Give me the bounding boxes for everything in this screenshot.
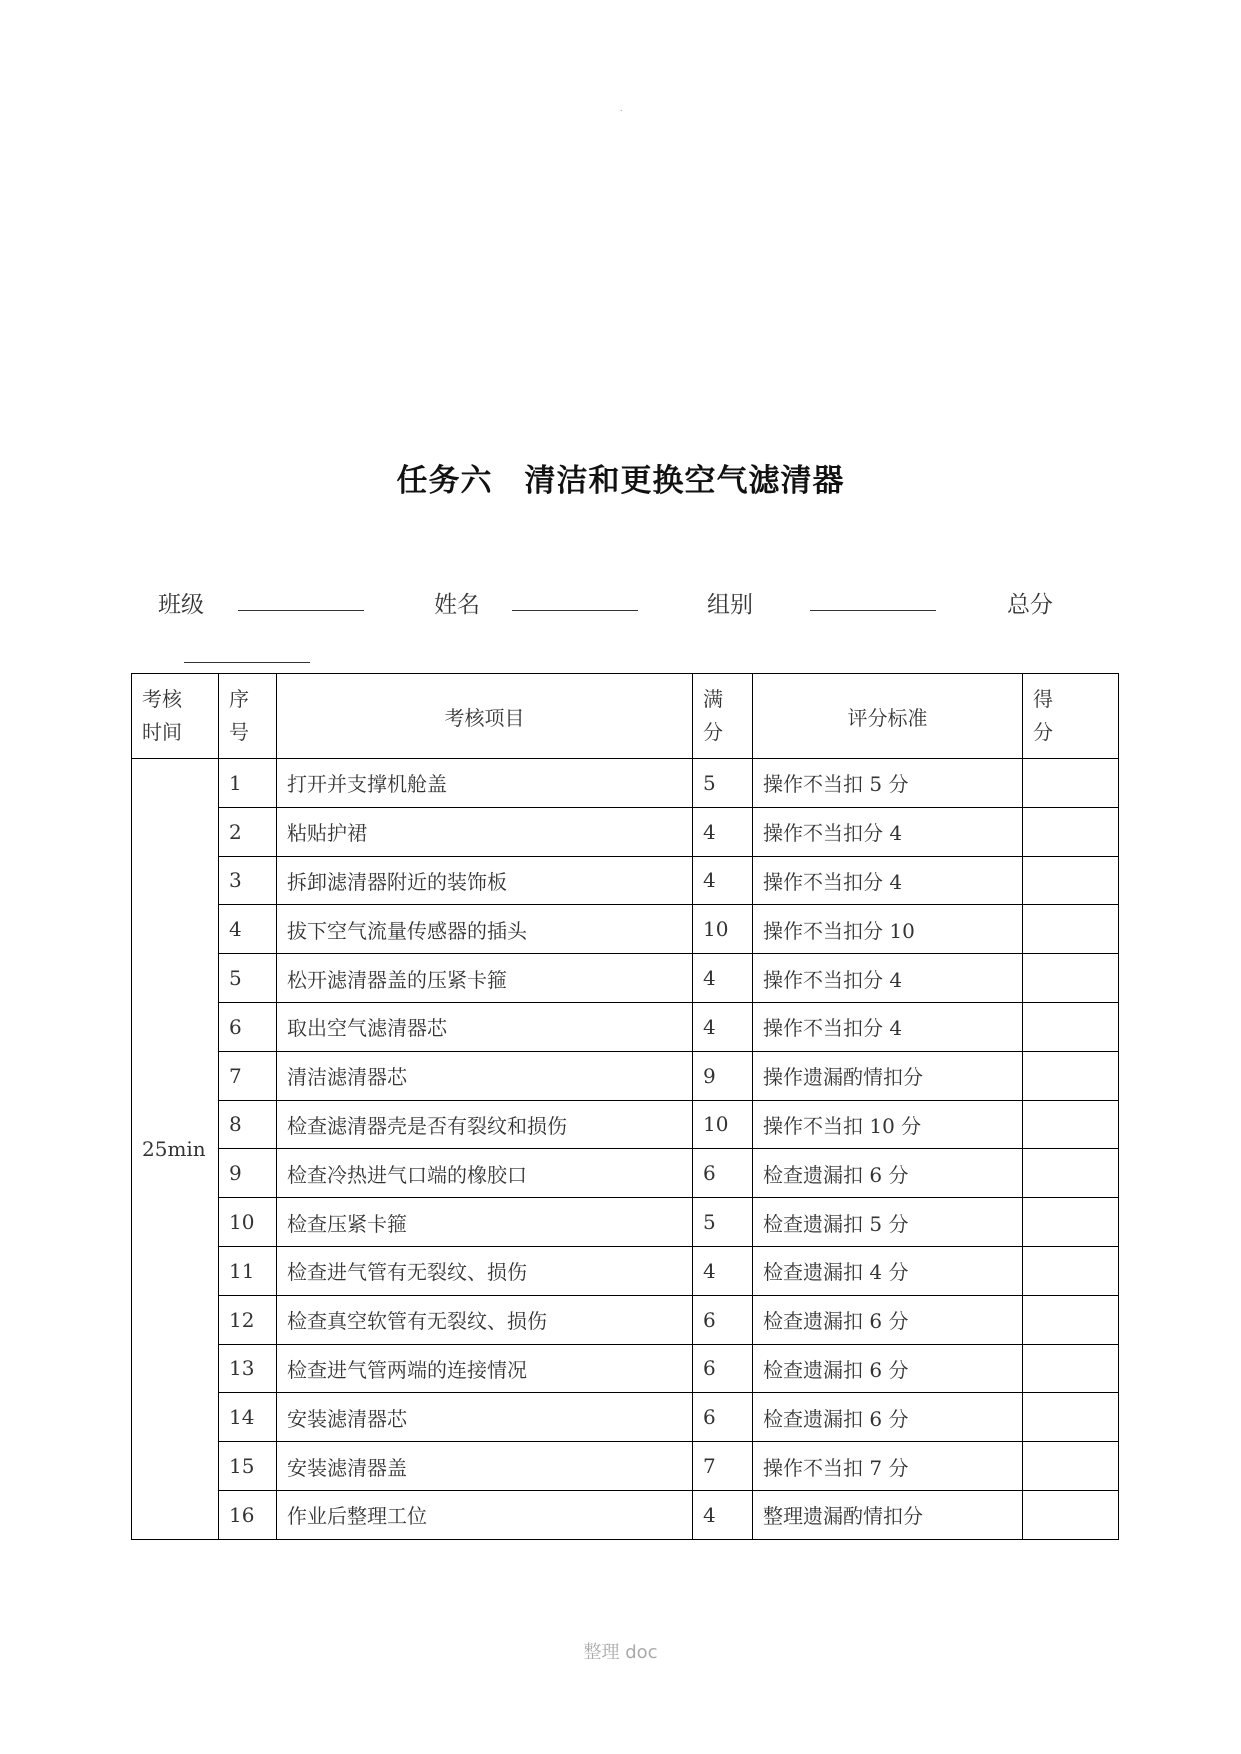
score-input-cell[interactable] xyxy=(1023,1149,1119,1198)
seq-cell: 8 xyxy=(219,1100,277,1149)
seq-cell: 5 xyxy=(219,954,277,1003)
item-cell: 检查进气管有无裂纹、损伤 xyxy=(277,1246,693,1295)
time-cell: 25min xyxy=(132,759,219,1540)
table-row xyxy=(132,1442,1119,1491)
table-row xyxy=(132,1246,1119,1295)
header-item: 考核项目 xyxy=(277,674,693,759)
full-score-cell: 4 xyxy=(693,1490,753,1539)
item-cell: 安装滤清器盖 xyxy=(277,1442,693,1491)
header-criteria: 评分标准 xyxy=(753,674,1023,759)
full-score-cell: 7 xyxy=(693,1442,753,1491)
criteria-cell: 操作不当扣分 4 xyxy=(753,1002,1023,1051)
full-score-cell: 5 xyxy=(693,1198,753,1247)
criteria-cell: 操作不当扣分 4 xyxy=(753,954,1023,1003)
criteria-cell: 操作不当扣 7 分 xyxy=(753,1442,1023,1491)
criteria-cell: 操作不当扣分 4 xyxy=(753,807,1023,856)
full-score-cell: 10 xyxy=(693,905,753,954)
full-score-cell: 6 xyxy=(693,1393,753,1442)
score-input-cell[interactable] xyxy=(1023,1246,1119,1295)
seq-cell: 14 xyxy=(219,1393,277,1442)
header-seq-line1: 序 xyxy=(229,687,249,711)
criteria-cell: 操作不当扣分 10 xyxy=(753,905,1023,954)
table-row xyxy=(132,1051,1119,1100)
score-input-cell[interactable] xyxy=(1023,905,1119,954)
score-input-cell[interactable] xyxy=(1023,1490,1119,1539)
full-score-cell: 4 xyxy=(693,1246,753,1295)
criteria-cell: 检查遗漏扣 6 分 xyxy=(753,1295,1023,1344)
header-time-line1: 考核 xyxy=(142,687,182,711)
item-cell: 安装滤清器芯 xyxy=(277,1393,693,1442)
criteria-cell: 检查遗漏扣 6 分 xyxy=(753,1149,1023,1198)
item-cell: 检查滤清器壳是否有裂纹和损伤 xyxy=(277,1100,693,1149)
criteria-cell: 整理遗漏酌情扣分 xyxy=(753,1490,1023,1539)
score-input-cell[interactable] xyxy=(1023,1344,1119,1393)
item-cell: 粘贴护裙 xyxy=(277,807,693,856)
criteria-cell: 操作不当扣分 4 xyxy=(753,856,1023,905)
criteria-cell: 操作遗漏酌情扣分 xyxy=(753,1051,1023,1100)
criteria-cell: 检查遗漏扣 4 分 xyxy=(753,1246,1023,1295)
header-seq-line2: 号 xyxy=(229,720,249,744)
class-label: 班级 xyxy=(158,592,204,618)
header-seq xyxy=(219,674,277,759)
full-score-cell: 6 xyxy=(693,1149,753,1198)
table-row xyxy=(132,807,1119,856)
full-score-cell: 4 xyxy=(693,954,753,1003)
full-score-cell: 5 xyxy=(693,759,753,808)
score-table xyxy=(131,673,1119,1540)
full-score-cell: 9 xyxy=(693,1051,753,1100)
seq-cell: 15 xyxy=(219,1442,277,1491)
seq-cell: 7 xyxy=(219,1051,277,1100)
score-input-cell[interactable] xyxy=(1023,1442,1119,1491)
item-cell: 取出空气滤清器芯 xyxy=(277,1002,693,1051)
criteria-cell: 检查遗漏扣 6 分 xyxy=(753,1393,1023,1442)
table-row xyxy=(132,1295,1119,1344)
full-score-cell: 4 xyxy=(693,856,753,905)
header-score-line2: 分 xyxy=(1033,720,1053,744)
item-cell: 检查冷热进气口端的橡胶口 xyxy=(277,1149,693,1198)
header-full-line1: 满 xyxy=(703,687,723,711)
table-row xyxy=(132,1393,1119,1442)
table-row xyxy=(132,1100,1119,1149)
item-cell: 打开并支撑机舱盖 xyxy=(277,759,693,808)
page-title: 任务六 清洁和更换空气滤清器 xyxy=(396,463,845,499)
header-score-line1: 得 xyxy=(1033,687,1053,711)
table-row xyxy=(132,759,1119,808)
seq-cell: 11 xyxy=(219,1246,277,1295)
group-field[interactable] xyxy=(810,610,936,611)
item-cell: 作业后整理工位 xyxy=(277,1490,693,1539)
seq-cell: 16 xyxy=(219,1490,277,1539)
table-row xyxy=(132,1002,1119,1051)
group-label: 组别 xyxy=(707,592,753,618)
criteria-cell: 操作不当扣 5 分 xyxy=(753,759,1023,808)
criteria-cell: 检查遗漏扣 6 分 xyxy=(753,1344,1023,1393)
top-mark: . xyxy=(620,104,623,113)
score-input-cell[interactable] xyxy=(1023,1295,1119,1344)
full-score-cell: 6 xyxy=(693,1295,753,1344)
header-full xyxy=(693,674,753,759)
full-score-cell: 6 xyxy=(693,1344,753,1393)
table-header-row xyxy=(132,674,1119,759)
name-label: 姓名 xyxy=(434,592,480,618)
criteria-cell: 操作不当扣 10 分 xyxy=(753,1100,1023,1149)
seq-cell: 6 xyxy=(219,1002,277,1051)
table-row xyxy=(132,1149,1119,1198)
full-score-cell: 4 xyxy=(693,1002,753,1051)
score-input-cell[interactable] xyxy=(1023,856,1119,905)
item-cell: 检查真空软管有无裂纹、损伤 xyxy=(277,1295,693,1344)
class-field[interactable] xyxy=(238,610,364,611)
page-footer: 整理 doc xyxy=(583,1642,658,1663)
total-label: 总分 xyxy=(1007,592,1053,618)
score-input-cell[interactable] xyxy=(1023,1198,1119,1247)
item-cell: 检查压紧卡箍 xyxy=(277,1198,693,1247)
table-row xyxy=(132,954,1119,1003)
criteria-cell: 检查遗漏扣 5 分 xyxy=(753,1198,1023,1247)
item-cell: 松开滤清器盖的压紧卡箍 xyxy=(277,954,693,1003)
table-row xyxy=(132,1344,1119,1393)
seq-cell: 3 xyxy=(219,856,277,905)
item-cell: 检查进气管两端的连接情况 xyxy=(277,1344,693,1393)
seq-cell: 13 xyxy=(219,1344,277,1393)
score-input-cell[interactable] xyxy=(1023,954,1119,1003)
seq-cell: 9 xyxy=(219,1149,277,1198)
table-row xyxy=(132,905,1119,954)
item-cell: 拔下空气流量传感器的插头 xyxy=(277,905,693,954)
score-input-cell[interactable] xyxy=(1023,1393,1119,1442)
item-cell: 拆卸滤清器附近的装饰板 xyxy=(277,856,693,905)
table-row xyxy=(132,1490,1119,1539)
header-time-line2: 时间 xyxy=(142,720,182,744)
score-input-cell[interactable] xyxy=(1023,807,1119,856)
seq-cell: 12 xyxy=(219,1295,277,1344)
table-row xyxy=(132,856,1119,905)
header-score xyxy=(1023,674,1119,759)
seq-cell: 2 xyxy=(219,807,277,856)
item-cell: 清洁滤清器芯 xyxy=(277,1051,693,1100)
header-full-line2: 分 xyxy=(703,720,723,744)
score-input-cell[interactable] xyxy=(1023,759,1119,808)
seq-cell: 1 xyxy=(219,759,277,808)
score-input-cell[interactable] xyxy=(1023,1100,1119,1149)
seq-cell: 10 xyxy=(219,1198,277,1247)
seq-cell: 4 xyxy=(219,905,277,954)
name-field[interactable] xyxy=(512,610,638,611)
header-time xyxy=(132,674,219,759)
full-score-cell: 4 xyxy=(693,807,753,856)
score-input-cell[interactable] xyxy=(1023,1002,1119,1051)
full-score-cell: 10 xyxy=(693,1100,753,1149)
table-row xyxy=(132,1198,1119,1247)
total-field[interactable] xyxy=(184,662,310,663)
score-input-cell[interactable] xyxy=(1023,1051,1119,1100)
